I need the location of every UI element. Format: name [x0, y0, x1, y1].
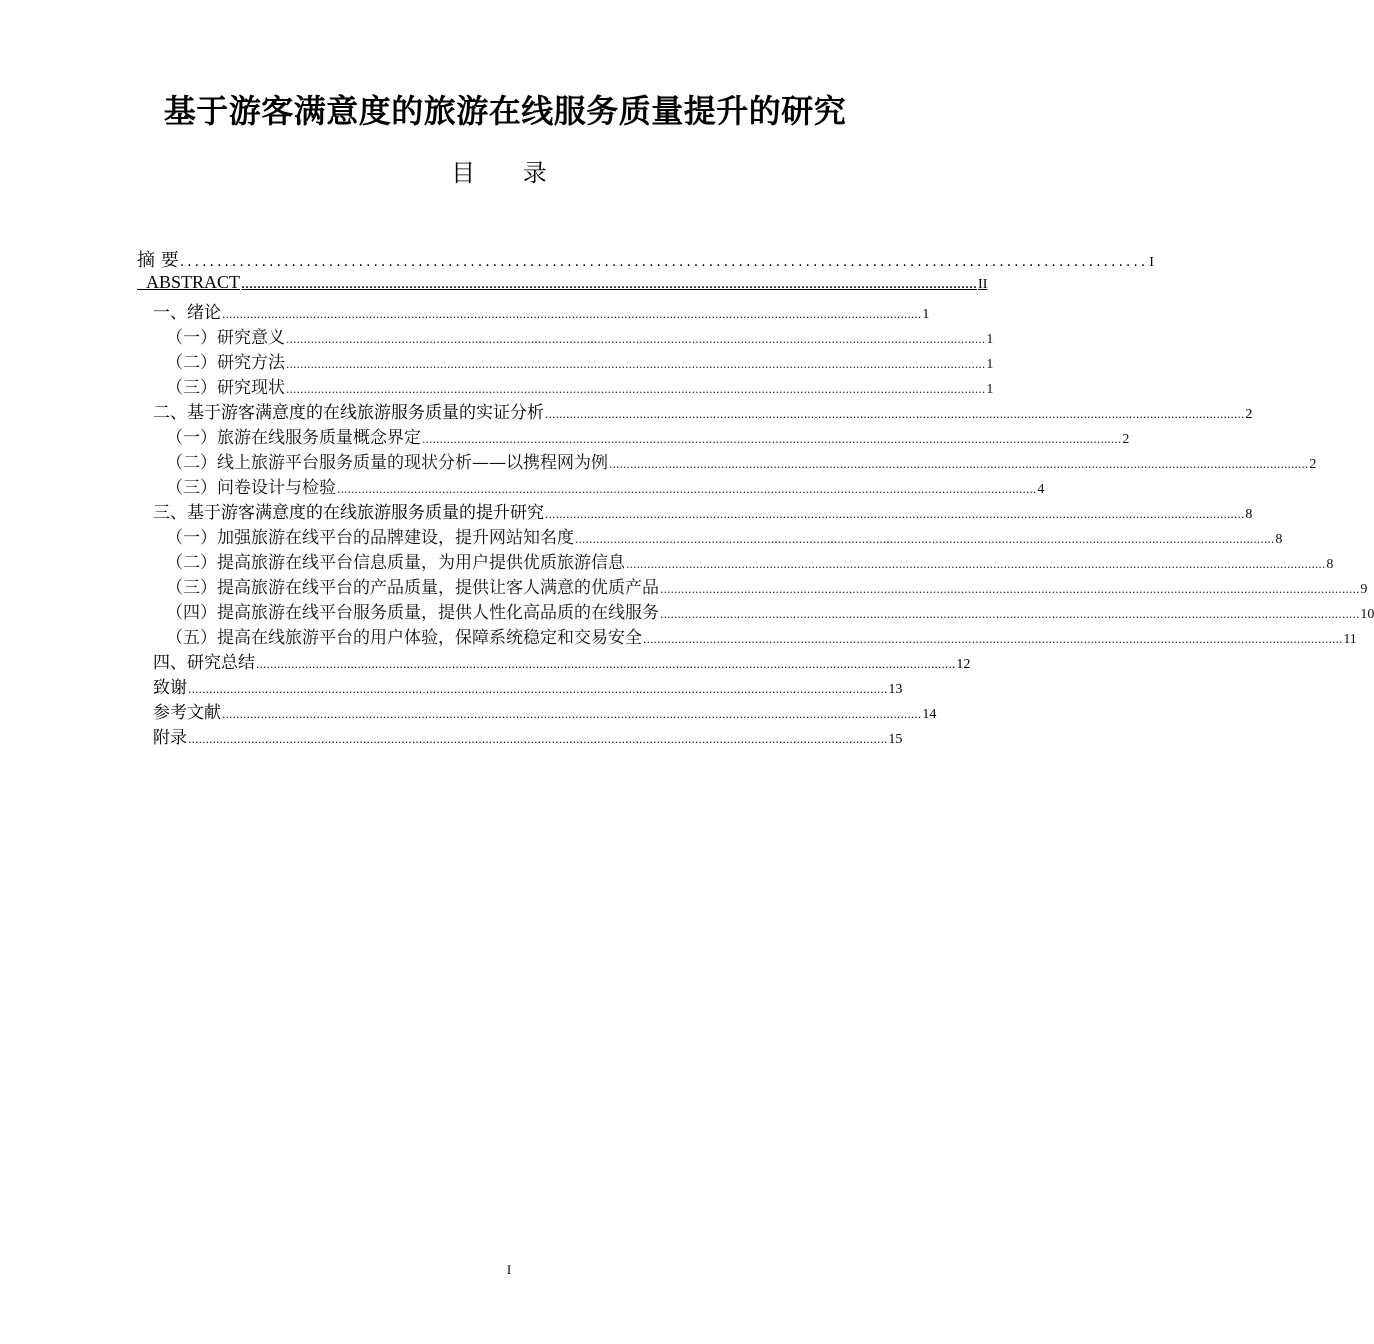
toc-leader: ........................................................................................................................................................................................................ [337, 483, 1037, 496]
toc-entry-page: 2 [1309, 457, 1317, 472]
toc-leader: ........................................................................................................................................................................................................ [545, 508, 1245, 521]
toc-entry-page: 8 [1326, 557, 1334, 572]
toc-entry[interactable] [153, 498, 1253, 523]
toc-entry-page: 15 [888, 732, 903, 747]
page-number: I [506, 1262, 512, 1277]
toc-entry-page: 12 [956, 657, 971, 672]
toc-entry-label: （二）研究方法 [166, 353, 285, 373]
toc-entry-label: （一）研究意义 [166, 328, 285, 348]
toc-entry-label: ABSTRACT [146, 272, 241, 292]
toc-entry-label: （五）提高在线旅游平台的用户体验，保障系统稳定和交易安全 [166, 628, 642, 648]
toc-entry-label: （三）研究现状 [166, 378, 285, 398]
toc-entry[interactable] [166, 573, 1368, 598]
toc-entry[interactable] [166, 523, 1283, 548]
toc-entry-label: 参考文献 [153, 703, 221, 723]
toc-entry-label: 摘 要 [137, 250, 179, 271]
toc-entry-page: 1 [922, 307, 930, 322]
toc-leader: ........................................................................................................................................................................................................ [256, 658, 956, 671]
toc-entry[interactable] [153, 298, 930, 323]
toc-entry-page: 1 [986, 382, 994, 397]
toc-entry[interactable] [166, 623, 1357, 648]
toc-entry[interactable] [153, 398, 1253, 423]
toc-entry[interactable] [153, 698, 937, 723]
toc-entry-label: （三）提高旅游在线平台的产品质量，提供让客人满意的优质产品 [166, 578, 659, 598]
toc-leader: ........................................................................................................................................................................................................ [222, 708, 922, 721]
toc-entry-label: 三、基于游客满意度的在线旅游服务质量的提升研究 [153, 503, 544, 523]
toc-entry-page: II [978, 277, 988, 292]
toc-entry[interactable] [166, 598, 1374, 623]
toc-leader: .................................................................................................................................. [179, 254, 1149, 270]
toc-leader: ........................................................................................................................................................................................................ [575, 533, 1275, 546]
toc-leader: ........................................................................................................................................................................................................ [643, 633, 1343, 646]
toc-entry[interactable] [166, 348, 994, 373]
toc-entry-label: （二）提高旅游在线平台信息质量，为用户提供优质旅游信息 [166, 553, 625, 573]
toc-entry-page: 9 [1360, 582, 1368, 597]
toc-entry-page: I [1149, 255, 1154, 270]
toc-entry[interactable] [153, 648, 971, 673]
toc-entry-label: 二、基于游客满意度的在线旅游服务质量的实证分析 [153, 403, 544, 423]
toc-leader: ........................................................................................................................................................................................................ [422, 433, 1122, 446]
toc-leader: ........................................................................................................................................................................................................ [286, 383, 986, 396]
toc-entry-page: 8 [1245, 507, 1253, 522]
toc-entry[interactable] [153, 673, 903, 698]
toc-entry-page: 14 [922, 707, 937, 722]
toc-leader: ........................................................................................................................................................................................................ [660, 608, 1360, 621]
toc-entry[interactable] [166, 473, 1045, 498]
toc-leader: ........................................................................................................................................................................................................ [286, 333, 986, 346]
toc-entry-page: 13 [888, 682, 903, 697]
toc-entry[interactable] [166, 323, 994, 348]
toc-entry-page: 1 [986, 332, 994, 347]
toc-entry-page: 10 [1360, 607, 1374, 622]
toc-entry[interactable] [153, 723, 903, 748]
toc-entry-label: 一、绪论 [153, 303, 221, 323]
toc-entry[interactable] [166, 373, 994, 398]
toc-entry-page: 1 [986, 357, 994, 372]
toc-entry-page: 8 [1275, 532, 1283, 547]
toc-entry-label: （三）问卷设计与检验 [166, 478, 336, 498]
toc-leader: ........................................................................................................................................................................................................ [188, 733, 888, 746]
toc-entry-page: 2 [1245, 407, 1253, 422]
toc-entry-page: 11 [1343, 632, 1357, 647]
toc-leader: ........................................................................................................................................................................................................ [609, 458, 1309, 471]
toc-entry-label: （四）提高旅游在线平台服务质量，提供人性化高品质的在线服务 [166, 603, 659, 623]
toc-entry-page: 4 [1037, 482, 1045, 497]
toc-leader: ........................................................................................................................................................................................................ [188, 683, 888, 696]
toc-leader: ........................................................................................................................................................................................................ [222, 308, 922, 321]
toc-entry[interactable] [166, 423, 1130, 448]
toc-entry[interactable] [166, 448, 1317, 473]
toc-entry-label: 致谢 [153, 678, 187, 698]
toc-leader: ........................................................................................................................................................................................ [241, 275, 978, 292]
toc-entry-page: 2 [1122, 432, 1130, 447]
toc-entry-label: （一）加强旅游在线平台的品牌建设，提升网站知名度 [166, 528, 574, 548]
toc-leader: ........................................................................................................................................................................................................ [545, 408, 1245, 421]
toc-entry-label: （一）旅游在线服务质量概念界定 [166, 428, 421, 448]
toc-entry-label: 附录 [153, 728, 187, 748]
toc-entry-label: 四、研究总结 [153, 653, 255, 673]
toc-leader: ........................................................................................................................................................................................................ [660, 583, 1360, 596]
toc-leader: ........................................................................................................................................................................................................ [626, 558, 1326, 571]
toc-entry-abstract-cn[interactable] [137, 246, 1154, 272]
document-title: 基于游客满意度的旅游在线服务质量提升的研究 [163, 92, 847, 130]
toc-entry[interactable] [166, 548, 1334, 573]
toc-heading: 目 录 [451, 159, 567, 187]
toc-leader: ........................................................................................................................................................................................................ [286, 358, 986, 371]
toc-entry-label: （二）线上旅游平台服务质量的现状分析——以携程网为例 [166, 453, 608, 473]
toc-entry-abstract-en[interactable] [137, 272, 988, 293]
